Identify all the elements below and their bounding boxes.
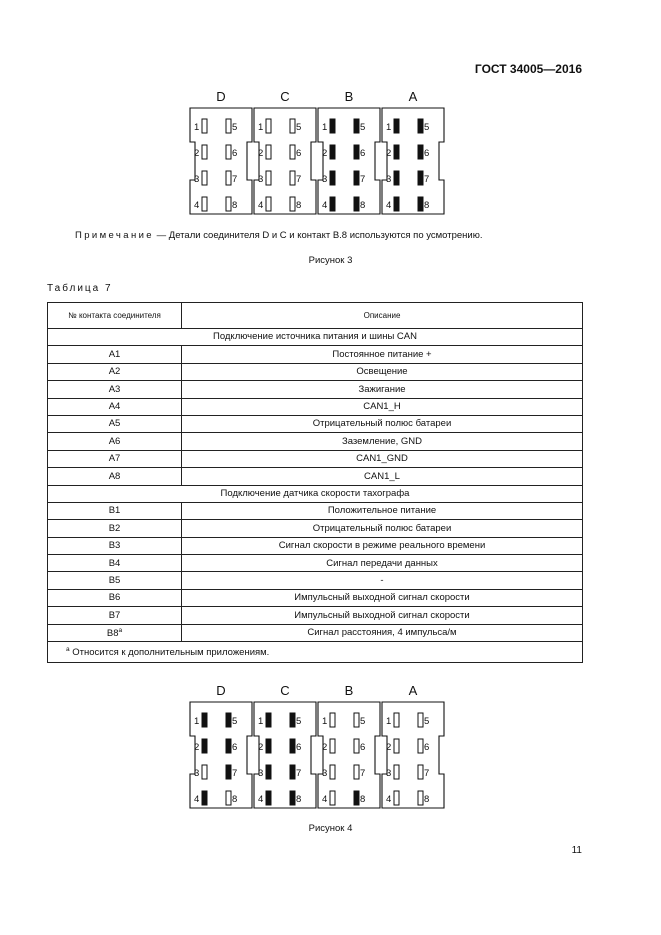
pin-2 — [330, 739, 335, 753]
contact-code: B6 — [48, 589, 182, 606]
pin-7 — [354, 171, 359, 185]
table-row — [48, 363, 583, 380]
connector-d — [190, 683, 252, 808]
pin-number: 8 — [296, 794, 302, 805]
table-row — [48, 346, 583, 363]
pin-number: 5 — [232, 122, 238, 133]
pin-8 — [290, 197, 295, 211]
pin-6 — [290, 739, 295, 753]
pin-number: 5 — [296, 716, 302, 727]
table-row — [48, 468, 583, 485]
contact-desc: Заземление, GND — [182, 433, 583, 450]
table-caption: Таблица 7 — [47, 283, 113, 294]
pin-number: 3 — [258, 174, 264, 185]
footnote-mark: a — [66, 645, 70, 653]
figure-4-caption: Рисунок 4 — [308, 823, 353, 834]
pin-number: 4 — [194, 200, 200, 211]
pin-number: 6 — [232, 148, 238, 159]
note-text: — Детали соединителя D и C и контакт B.8 используются по усмотрению. — [154, 230, 483, 241]
figure-3-note — [75, 230, 482, 241]
contact-code: A5 — [48, 415, 182, 432]
pin-number: 3 — [194, 768, 200, 779]
connector-housing — [318, 108, 380, 214]
pin-3 — [266, 171, 271, 185]
contacts-table — [47, 302, 583, 663]
pin-4 — [202, 791, 207, 805]
pin-number: 3 — [258, 768, 264, 779]
pin-number: 4 — [322, 794, 328, 805]
connector-label: C — [280, 89, 290, 104]
pin-number: 8 — [360, 794, 366, 805]
contact-code: B5 — [48, 572, 182, 589]
figure-3-caption: Рисунок 3 — [308, 255, 353, 266]
pin-number: 6 — [424, 742, 430, 753]
pin-6 — [418, 739, 423, 753]
pin-number: 5 — [424, 122, 430, 133]
contact-code — [48, 624, 182, 641]
pin-number: 7 — [232, 174, 238, 185]
section-row — [48, 329, 583, 346]
connector-figure-svg — [0, 682, 661, 817]
pin-8 — [418, 197, 423, 211]
pin-3 — [330, 171, 335, 185]
pin-number: 4 — [194, 794, 200, 805]
pin-3 — [202, 765, 207, 779]
contact-code: B4 — [48, 555, 182, 572]
pin-5 — [418, 119, 423, 133]
pin-number: 8 — [424, 794, 430, 805]
pin-2 — [266, 145, 271, 159]
pin-number: 6 — [232, 742, 238, 753]
pin-number: 3 — [386, 768, 392, 779]
contact-code: A6 — [48, 433, 182, 450]
footnote-row — [48, 642, 583, 663]
pin-6 — [290, 145, 295, 159]
standard-header: ГОСТ 34005—2016 — [474, 62, 582, 76]
connector-figure-svg — [0, 88, 661, 223]
pin-number: 4 — [386, 200, 392, 211]
connector-label: C — [280, 683, 290, 698]
pin-number: 6 — [360, 742, 366, 753]
pin-number: 1 — [194, 716, 200, 727]
note-word: Примечание — [75, 230, 154, 241]
table-row — [48, 589, 583, 606]
pin-5 — [290, 713, 295, 727]
figure-3-connectors — [0, 88, 661, 223]
table-header-row — [48, 303, 583, 329]
pin-number: 4 — [258, 794, 264, 805]
pin-6 — [354, 145, 359, 159]
contact-code: B3 — [48, 537, 182, 554]
pin-7 — [354, 765, 359, 779]
pin-number: 4 — [386, 794, 392, 805]
pin-7 — [226, 171, 231, 185]
pin-number: 8 — [360, 200, 366, 211]
connector-c — [254, 89, 316, 214]
pin-1 — [266, 713, 271, 727]
pin-6 — [226, 739, 231, 753]
contact-desc: CAN1_GND — [182, 450, 583, 467]
footnote-mark: a — [118, 626, 123, 634]
table-row — [48, 450, 583, 467]
pin-number: 2 — [258, 742, 264, 753]
pin-2 — [330, 145, 335, 159]
connector-label: A — [408, 89, 418, 104]
contact-code: A3 — [48, 381, 182, 398]
pin-3 — [330, 765, 335, 779]
table-row — [48, 433, 583, 450]
pin-1 — [266, 119, 271, 133]
pin-3 — [394, 765, 399, 779]
pin-number: 7 — [424, 174, 430, 185]
pin-number: 5 — [424, 716, 430, 727]
section-row — [48, 485, 583, 502]
pin-7 — [226, 765, 231, 779]
pin-number: 7 — [296, 174, 302, 185]
pin-number: 4 — [258, 200, 264, 211]
pin-number: 7 — [424, 768, 430, 779]
contact-desc: Сигнал скорости в режиме реального времени — [182, 537, 583, 554]
pin-number: 6 — [424, 148, 430, 159]
contact-desc: Импульсный выходной сигнал скорости — [182, 589, 583, 606]
pin-number: 1 — [322, 122, 328, 133]
pin-3 — [266, 765, 271, 779]
pin-number: 8 — [232, 794, 238, 805]
pin-7 — [418, 171, 423, 185]
contact-code: B7 — [48, 607, 182, 624]
pin-number: 2 — [322, 148, 328, 159]
table-row — [48, 607, 583, 624]
pin-number: 6 — [296, 742, 302, 753]
pin-1 — [202, 119, 207, 133]
pin-8 — [418, 791, 423, 805]
contact-desc: Сигнал передачи данных — [182, 555, 583, 572]
connector-housing — [190, 108, 252, 214]
pin-number: 2 — [386, 148, 392, 159]
pin-number: 3 — [386, 174, 392, 185]
pin-number: 6 — [360, 148, 366, 159]
pin-4 — [266, 791, 271, 805]
contact-code: A8 — [48, 468, 182, 485]
pin-5 — [354, 119, 359, 133]
pin-1 — [202, 713, 207, 727]
pin-number: 2 — [258, 148, 264, 159]
header-contact-no: № контакта соединителя — [48, 303, 182, 329]
connector-a — [382, 683, 444, 808]
pin-number: 1 — [386, 122, 392, 133]
connector-b — [318, 683, 380, 808]
pin-number: 1 — [386, 716, 392, 727]
contact-desc: Положительное питание — [182, 502, 583, 519]
table-row — [48, 537, 583, 554]
pin-1 — [394, 713, 399, 727]
pin-number: 5 — [360, 716, 366, 727]
pin-2 — [202, 145, 207, 159]
connector-housing — [382, 702, 444, 808]
pin-5 — [290, 119, 295, 133]
connector-b — [318, 89, 380, 214]
pin-8 — [226, 197, 231, 211]
pin-4 — [202, 197, 207, 211]
pin-5 — [226, 119, 231, 133]
connector-d — [190, 89, 252, 214]
contact-code: B1 — [48, 502, 182, 519]
pin-1 — [394, 119, 399, 133]
table-row — [48, 572, 583, 589]
pin-4 — [266, 197, 271, 211]
table-row — [48, 624, 583, 641]
pin-8 — [354, 791, 359, 805]
pin-number: 1 — [258, 122, 264, 133]
table-row — [48, 502, 583, 519]
pin-4 — [394, 197, 399, 211]
pin-number: 2 — [194, 148, 200, 159]
pin-number: 1 — [322, 716, 328, 727]
pin-5 — [354, 713, 359, 727]
table-row — [48, 398, 583, 415]
connector-housing — [254, 108, 316, 214]
table-row — [48, 415, 583, 432]
pin-number: 7 — [296, 768, 302, 779]
connector-label: D — [216, 89, 226, 104]
pin-number: 1 — [194, 122, 200, 133]
contact-desc: Сигнал расстояния, 4 импульса/м — [182, 624, 583, 641]
pin-1 — [330, 713, 335, 727]
pin-2 — [202, 739, 207, 753]
connector-housing — [190, 702, 252, 808]
contact-desc: Постоянное питание + — [182, 346, 583, 363]
pin-number: 5 — [296, 122, 302, 133]
table-row — [48, 381, 583, 398]
pin-4 — [394, 791, 399, 805]
table-row — [48, 555, 583, 572]
pin-number: 7 — [360, 768, 366, 779]
pin-number: 2 — [386, 742, 392, 753]
pin-2 — [394, 739, 399, 753]
pin-7 — [290, 765, 295, 779]
b8-code: B8 — [106, 627, 119, 639]
pin-number: 8 — [296, 200, 302, 211]
table-footnote — [48, 642, 583, 663]
contact-code: A2 — [48, 363, 182, 380]
pin-number: 8 — [424, 200, 430, 211]
pin-1 — [330, 119, 335, 133]
pin-7 — [418, 765, 423, 779]
footnote-text: Относится к дополнительным приложениям. — [69, 646, 270, 658]
section-b-title: Подключение датчика скорости тахографа — [48, 485, 583, 502]
contact-desc: Отрицательный полюс батареи — [182, 520, 583, 537]
pin-8 — [226, 791, 231, 805]
connector-label: B — [344, 89, 354, 104]
connector-housing — [382, 108, 444, 214]
contact-code: A7 — [48, 450, 182, 467]
pin-number: 7 — [232, 768, 238, 779]
contact-desc: - — [182, 572, 583, 589]
pin-number: 3 — [322, 174, 328, 185]
connector-housing — [318, 702, 380, 808]
pin-3 — [394, 171, 399, 185]
connector-housing — [254, 702, 316, 808]
pin-number: 2 — [194, 742, 200, 753]
connector-label: B — [344, 683, 354, 698]
pin-number: 5 — [232, 716, 238, 727]
pin-8 — [354, 197, 359, 211]
table-row — [48, 520, 583, 537]
contact-desc: Зажигание — [182, 381, 583, 398]
page-number: 11 — [571, 845, 582, 856]
contact-desc: Отрицательный полюс батареи — [182, 415, 583, 432]
pin-number: 5 — [360, 122, 366, 133]
pin-number: 4 — [322, 200, 328, 211]
pin-number: 7 — [360, 174, 366, 185]
pin-number: 3 — [322, 768, 328, 779]
pin-number: 2 — [322, 742, 328, 753]
pin-6 — [418, 145, 423, 159]
contact-desc: CAN1_L — [182, 468, 583, 485]
contact-code: A4 — [48, 398, 182, 415]
connector-a — [382, 89, 444, 214]
pin-3 — [202, 171, 207, 185]
pin-4 — [330, 197, 335, 211]
pin-2 — [266, 739, 271, 753]
pin-number: 6 — [296, 148, 302, 159]
header-description: Описание — [182, 303, 583, 329]
connector-label: D — [216, 683, 226, 698]
pin-8 — [290, 791, 295, 805]
section-a-title: Подключение источника питания и шины CAN — [48, 329, 583, 346]
connector-c — [254, 683, 316, 808]
pin-number: 3 — [194, 174, 200, 185]
pin-5 — [226, 713, 231, 727]
pin-4 — [330, 791, 335, 805]
contact-desc: CAN1_H — [182, 398, 583, 415]
pin-number: 8 — [232, 200, 238, 211]
contact-desc: Импульсный выходной сигнал скорости — [182, 607, 583, 624]
pin-2 — [394, 145, 399, 159]
contact-code: A1 — [48, 346, 182, 363]
contact-desc: Освещение — [182, 363, 583, 380]
pin-6 — [354, 739, 359, 753]
connector-label: A — [408, 683, 418, 698]
pin-7 — [290, 171, 295, 185]
pin-number: 1 — [258, 716, 264, 727]
figure-4-connectors — [0, 682, 661, 817]
pin-5 — [418, 713, 423, 727]
pin-6 — [226, 145, 231, 159]
contact-code: B2 — [48, 520, 182, 537]
